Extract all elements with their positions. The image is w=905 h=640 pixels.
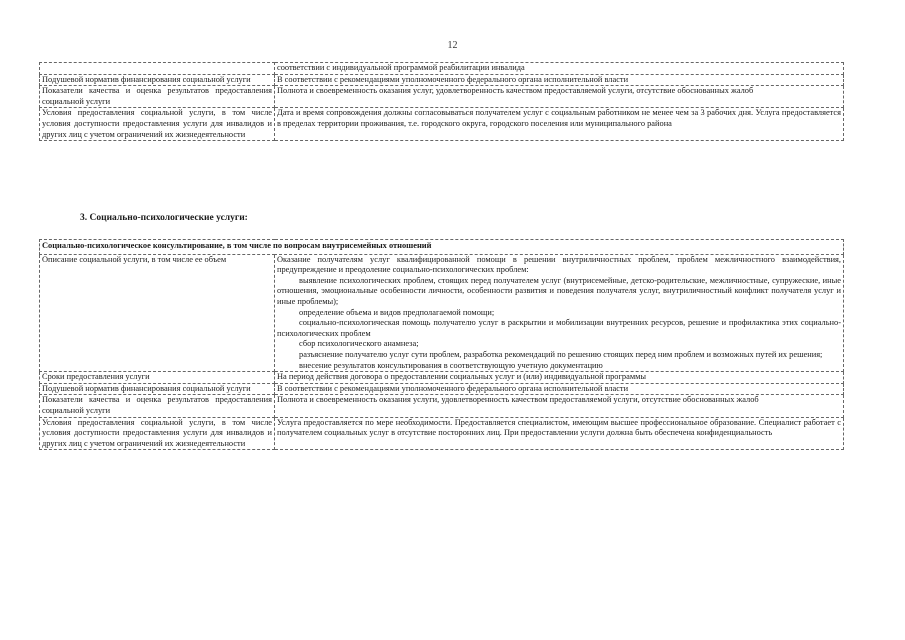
description-paragraph: внесение результатов консультирования в соответствующую учетную документацию (299, 360, 603, 370)
service-title: Социально-психологическое консультирование, в том числе по вопросам внутрисемейных отношений (40, 240, 844, 255)
row-text: На период действия договора о предоставлении социальных услуг и (или) индивидуальной программы (275, 372, 844, 384)
row-label: Описание социальной услуги, в том числе ее объем (40, 254, 275, 372)
row-label: Показатели качества и оценка результатов предоставления социальной услуги (40, 395, 275, 417)
description-paragraph: выявление психологических проблем, стоящих перед получателем услуг (внутрисемейные, детско-родительские, межличностные, супружеские, иные отношения, эмоциональные особенности личности, особенности развития и поведения получателя услуг, внутриличностный конфликт получателя услуг и иные проблемы); (277, 275, 841, 306)
description-paragraph: разъяснение получателю услуг сути проблем, разработка рекомендаций по решению стоящих перед ним проблем и возможных путей их решения; (299, 349, 823, 359)
description-paragraph: Оказание получателям услуг квалифицированной помощи в решении внутриличностных проблем, проблем межличностного взаимодействия, предупреждение и преодоление социально-психологических проблем: (277, 254, 841, 275)
row-text: Услуга предоставляется по мере необходимости. Предоставляется специалистом, имеющим высшее профессиональное образование. Специалист работает с получателем социальных услуг в отсутствие посторонних лиц. При предоставлении услуги должна быть обеспечена конфиденциальность (275, 417, 844, 450)
table-row (40, 63, 844, 75)
row-label: Показатели качества и оценка результатов предоставления социальной услуги (40, 86, 275, 108)
row-text: Полнота и своевременность оказания услуги, удовлетворенность качеством предоставляемой услуги, отсутствие обоснованных жалоб (275, 395, 844, 417)
table-row (40, 383, 844, 395)
row-text: В соответствии с рекомендациями уполномоченного федерального органа исполнительной власти (275, 383, 844, 395)
row-label: Условия предоставления социальной услуги, в том числе условия доступности предоставления услуги для инвалидов и других лиц с учетом ограничений их жизнедеятельности (40, 108, 275, 141)
row-text: Дата и время сопровождения должны согласовываться получателем услуг с социальным работником не менее чем за 3 рабочих дня. Услуга предоставляется в пределах территории проживания, т.е. городского округа, городского поселения или муниципального района (275, 108, 844, 141)
table-row (40, 417, 844, 450)
description-paragraph: определение объема и видов предполагаемой помощи; (299, 307, 495, 317)
row-label: Сроки предоставления услуги (40, 372, 275, 384)
row-label: Условия предоставления социальной услуги, в том числе условия доступности предоставления услуги для инвалидов и других лиц с учетом ограничений их жизнедеятельности (40, 417, 275, 450)
table-row (40, 74, 844, 86)
table-row (40, 372, 844, 384)
table-cell-empty (40, 63, 275, 75)
table-row (40, 254, 844, 372)
table-row (40, 108, 844, 141)
page-number: 12 (447, 40, 458, 51)
services-table-continued (39, 62, 844, 141)
psychological-services-table (39, 239, 844, 450)
table-row (40, 395, 844, 417)
row-text: В соответствии с рекомендациями уполномоченного федерального органа исполнительной власти (275, 74, 844, 86)
section-title: 3. Социально-психологические услуги: (80, 213, 248, 223)
service-description (275, 254, 844, 372)
continuation-text: соответствии с индивидуальной программой реабилитации инвалида (275, 63, 844, 75)
service-title-row (40, 240, 844, 255)
table-row (40, 86, 844, 108)
description-paragraph: социально-психологическая помощь получателю услуг в раскрытии и мобилизации внутренних ресурсов, решение и профилактика этих социально-психологических проблем (277, 318, 841, 338)
row-text: Полнота и своевременность оказания услуг, удовлетворенность качеством предоставляемой услуги, отсутствие обоснованных жалоб (275, 86, 844, 108)
row-label: Подушевой норматив финансирования социальной услуги (40, 383, 275, 395)
description-paragraph: сбор психологического анамнеза; (299, 339, 419, 349)
row-label: Подушевой норматив финансирования социальной услуги (40, 74, 275, 86)
